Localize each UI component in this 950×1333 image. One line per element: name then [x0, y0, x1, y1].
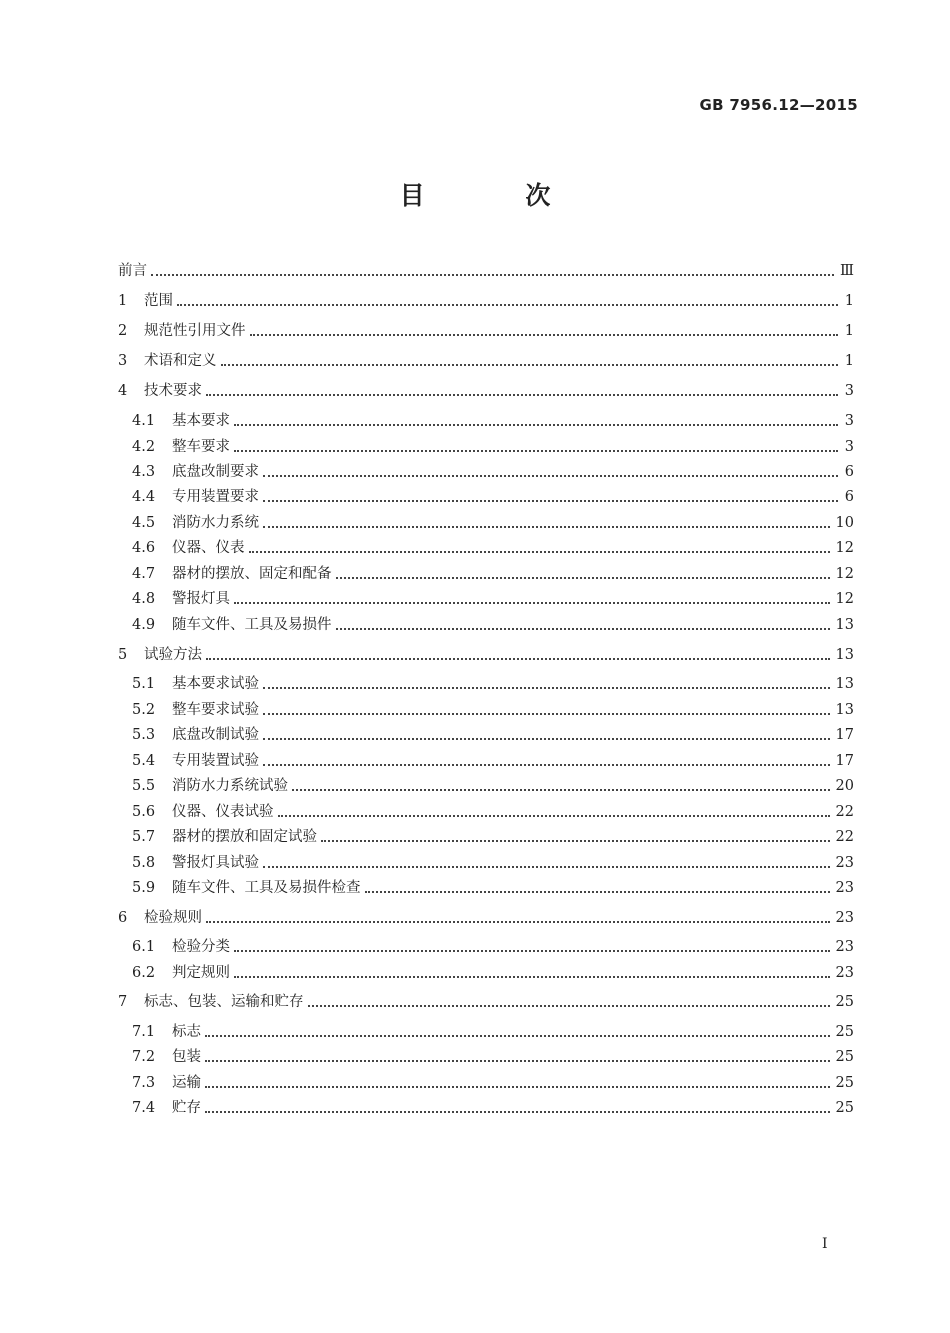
- toc-leader: [336, 577, 830, 579]
- toc-title: 器材的摆放、固定和配备: [172, 566, 332, 582]
- toc-page: 20: [835, 778, 854, 794]
- toc-number: 4.4: [132, 489, 156, 505]
- toc-leader: [206, 658, 830, 660]
- toc-number: 4.9: [132, 617, 156, 633]
- toc-title: 底盘改制试验: [172, 727, 259, 743]
- toc-number: 7.4: [132, 1100, 156, 1116]
- toc-leader: [234, 450, 838, 452]
- toc-title: 仪器、仪表试验: [172, 804, 274, 820]
- toc-page: 12: [835, 566, 854, 582]
- toc-page: 23: [835, 880, 854, 896]
- toc-number: 4.2: [132, 439, 156, 455]
- toc-entry[interactable]: [132, 824, 854, 846]
- toc-page: 13: [835, 702, 854, 718]
- toc-page: 6: [844, 489, 854, 505]
- toc-leader: [336, 628, 830, 630]
- toc-title: 技术要求: [144, 383, 202, 399]
- toc-page: 3: [844, 383, 854, 399]
- toc-title: 范围: [144, 293, 173, 309]
- toc-number: 1: [118, 293, 128, 309]
- toc-entry[interactable]: [132, 722, 854, 744]
- toc-page: 13: [835, 617, 854, 633]
- toc-page: 3: [844, 413, 854, 429]
- toc-entry[interactable]: [118, 642, 854, 664]
- toc-page: 23: [835, 910, 854, 926]
- toc-page: 13: [835, 647, 854, 663]
- toc-leader: [221, 364, 839, 366]
- toc-leader: [250, 334, 839, 336]
- toc-entry[interactable]: [132, 561, 854, 583]
- toc-title: 底盘改制要求: [172, 464, 259, 480]
- toc-entry[interactable]: [132, 850, 854, 872]
- toc-page: 6: [844, 464, 854, 480]
- toc-number: 5: [118, 647, 128, 663]
- toc-number: 4.7: [132, 566, 156, 582]
- toc-page: Ⅲ: [840, 263, 854, 279]
- toc-title: 专用装置要求: [172, 489, 259, 505]
- toc-leader: [278, 815, 830, 817]
- toc-entry[interactable]: [132, 434, 854, 456]
- toc-number: 4: [118, 383, 128, 399]
- toc-title: 专用装置试验: [172, 753, 259, 769]
- toc-page: 1: [844, 353, 854, 369]
- toc-number: 5.3: [132, 727, 156, 743]
- toc-number: 4.8: [132, 591, 156, 607]
- toc-leader: [263, 738, 830, 740]
- toc-leader: [234, 950, 830, 952]
- toc-entry[interactable]: [118, 378, 854, 400]
- toc-title: 贮存: [172, 1100, 201, 1116]
- toc-title: 整车要求: [172, 439, 230, 455]
- toc-entry[interactable]: [132, 1070, 854, 1092]
- toc-entry[interactable]: [132, 1044, 854, 1066]
- toc-leader: [321, 840, 830, 842]
- toc-entry[interactable]: [132, 773, 854, 795]
- toc-entry[interactable]: [132, 960, 854, 982]
- toc-entry[interactable]: [132, 1019, 854, 1041]
- toc-number: 5.4: [132, 753, 156, 769]
- toc-page: 23: [835, 855, 854, 871]
- toc-entry[interactable]: [118, 905, 854, 927]
- toc-title: 仪器、仪表: [172, 540, 245, 556]
- toc-page: 12: [835, 540, 854, 556]
- toc-title: 警报灯具试验: [172, 855, 259, 871]
- toc-leader: [234, 976, 830, 978]
- toc-title: 判定规则: [172, 965, 230, 981]
- toc-title: 包装: [172, 1049, 201, 1065]
- toc-title: 运输: [172, 1075, 201, 1091]
- toc-number: 6: [118, 910, 128, 926]
- toc-number: 7.1: [132, 1024, 156, 1040]
- toc-page: 23: [835, 939, 854, 955]
- toc-leader: [308, 1005, 830, 1007]
- toc-title: 检验规则: [144, 910, 202, 926]
- toc-title: 标志: [172, 1024, 201, 1040]
- toc-page: 22: [835, 829, 854, 845]
- toc-title: 器材的摆放和固定试验: [172, 829, 317, 845]
- toc-number: 5.1: [132, 676, 156, 692]
- toc-leader: [205, 1035, 830, 1037]
- toc-leader: [151, 274, 834, 276]
- toc-page: 3: [844, 439, 854, 455]
- toc-number: 5.9: [132, 880, 156, 896]
- toc-leader: [263, 526, 830, 528]
- toc-title: 规范性引用文件: [144, 323, 246, 339]
- toc-title: 随车文件、工具及易损件检查: [172, 880, 361, 896]
- toc-entry[interactable]: [132, 510, 854, 532]
- page-title: 目 次: [399, 181, 597, 210]
- toc-page: 1: [844, 323, 854, 339]
- toc-number: 5.8: [132, 855, 156, 871]
- toc-leader: [365, 891, 830, 893]
- toc-number: 6.2: [132, 965, 156, 981]
- toc-page: 12: [835, 591, 854, 607]
- toc-number: 5.7: [132, 829, 156, 845]
- toc-leader: [205, 1111, 830, 1113]
- toc-title: 前言: [118, 263, 147, 279]
- toc-title: 基本要求试验: [172, 676, 259, 692]
- toc-leader: [205, 1086, 830, 1088]
- toc-number: 2: [118, 323, 128, 339]
- toc-leader: [206, 394, 838, 396]
- toc-page: 13: [835, 676, 854, 692]
- toc-entry[interactable]: [132, 484, 854, 506]
- toc-leader: [205, 1060, 830, 1062]
- toc-page: 17: [835, 753, 854, 769]
- toc-entry[interactable]: [132, 671, 854, 693]
- toc-entry[interactable]: [132, 586, 854, 608]
- toc-page: 23: [835, 965, 854, 981]
- toc-number: 7.3: [132, 1075, 156, 1091]
- toc-number: 4.6: [132, 540, 156, 556]
- toc-number: 4.3: [132, 464, 156, 480]
- toc-leader: [263, 475, 838, 477]
- toc-entry[interactable]: [132, 459, 854, 481]
- toc-entry[interactable]: [132, 748, 854, 770]
- toc-title: 整车要求试验: [172, 702, 259, 718]
- toc-leader: [263, 500, 838, 502]
- toc-number: 5.2: [132, 702, 156, 718]
- toc-page: 25: [835, 1049, 854, 1065]
- toc-title: 基本要求: [172, 413, 230, 429]
- toc-entry[interactable]: [118, 348, 854, 370]
- toc-entry[interactable]: [132, 612, 854, 634]
- toc-entry[interactable]: [132, 934, 854, 956]
- toc-page: 17: [835, 727, 854, 743]
- toc-title: 消防水力系统: [172, 515, 259, 531]
- toc-entry[interactable]: [132, 875, 854, 897]
- toc-entry[interactable]: [132, 408, 854, 430]
- toc-entry[interactable]: [118, 288, 854, 310]
- toc-number: 4.5: [132, 515, 156, 531]
- toc-title: 消防水力系统试验: [172, 778, 288, 794]
- toc-page: 25: [835, 1075, 854, 1091]
- toc-leader: [263, 713, 830, 715]
- toc-leader: [177, 304, 838, 306]
- toc-leader: [263, 687, 830, 689]
- toc-number: 6.1: [132, 939, 156, 955]
- toc-page: 1: [844, 293, 854, 309]
- toc-page: 25: [835, 1100, 854, 1116]
- page-number: I: [822, 1236, 828, 1252]
- standard-number: GB 7956.12—2015: [699, 96, 858, 114]
- toc-page: 22: [835, 804, 854, 820]
- toc-entry[interactable]: [132, 535, 854, 557]
- toc-entry[interactable]: [118, 258, 854, 280]
- toc-number: 5.5: [132, 778, 156, 794]
- toc-title: 检验分类: [172, 939, 230, 955]
- toc-entry[interactable]: [132, 697, 854, 719]
- toc-number: 7.2: [132, 1049, 156, 1065]
- toc-page: 10: [835, 515, 854, 531]
- toc-leader: [263, 866, 830, 868]
- toc-entry[interactable]: [132, 1095, 854, 1117]
- toc-leader: [234, 602, 830, 604]
- toc-leader: [292, 789, 830, 791]
- toc-number: 7: [118, 994, 128, 1010]
- toc-entry[interactable]: [118, 318, 854, 340]
- toc-number: 5.6: [132, 804, 156, 820]
- toc-page: 25: [835, 994, 854, 1010]
- toc-title: 试验方法: [144, 647, 202, 663]
- toc-title: 术语和定义: [144, 353, 217, 369]
- toc-number: 3: [118, 353, 128, 369]
- toc-leader: [263, 764, 830, 766]
- toc-leader: [249, 551, 830, 553]
- toc-entry[interactable]: [118, 989, 854, 1011]
- toc-page: 25: [835, 1024, 854, 1040]
- toc-leader: [206, 921, 830, 923]
- toc-number: 4.1: [132, 413, 156, 429]
- toc-title: 警报灯具: [172, 591, 230, 607]
- toc-entry[interactable]: [132, 799, 854, 821]
- toc-leader: [234, 424, 838, 426]
- toc-title: 标志、包装、运输和贮存: [144, 994, 304, 1010]
- toc-title: 随车文件、工具及易损件: [172, 617, 332, 633]
